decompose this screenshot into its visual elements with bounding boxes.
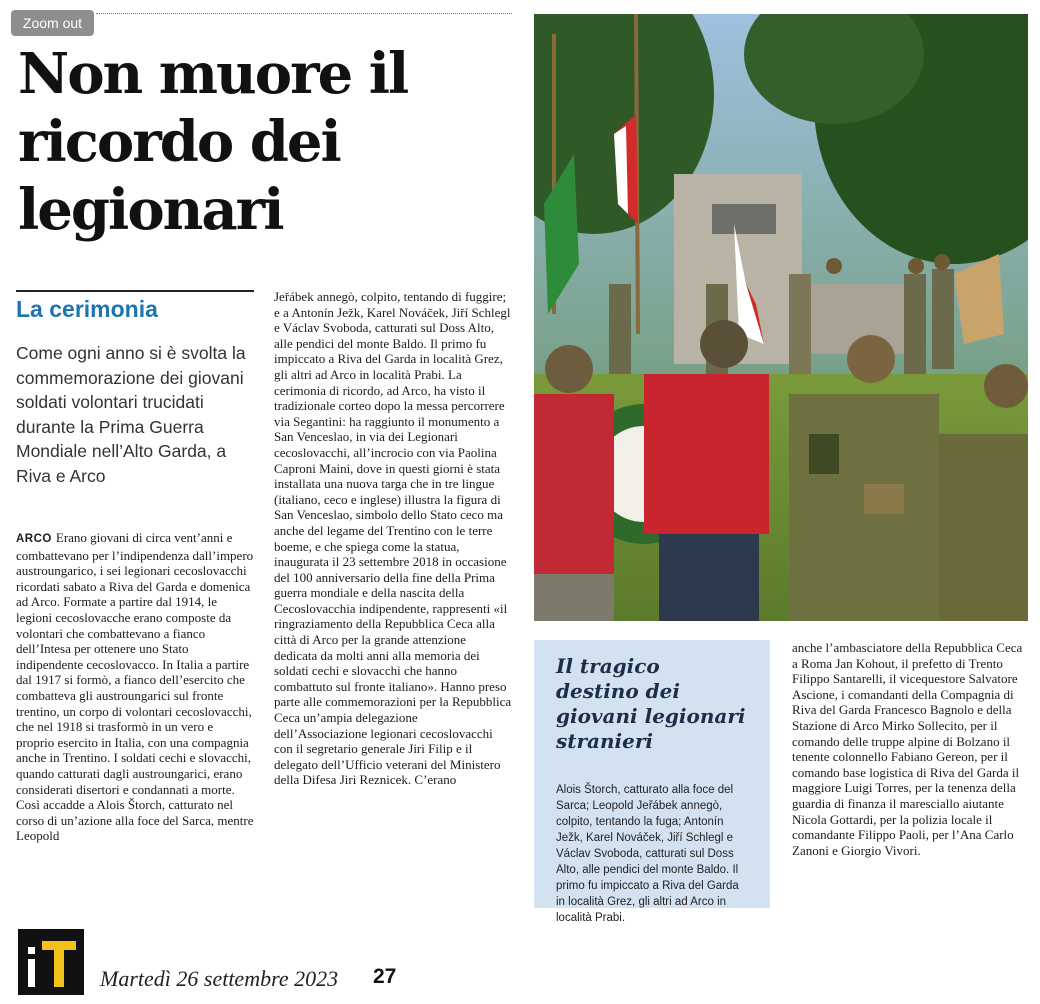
lede: Come ogni anno si è svolta la commemorazione dei giovani soldati volontari trucidati durante la Prima Guerra Mondiale nell’Alto Garda, a Riva e Arco [16, 343, 246, 486]
page-number: 27 [373, 965, 397, 988]
ceremony-photo-illustration [534, 14, 1028, 621]
article-column-1 [16, 530, 254, 920]
section-label: La cerimonia [16, 296, 158, 322]
headline: Non muore il ricordo dei legionari [18, 41, 408, 243]
logo-icon [18, 929, 84, 995]
zoom-out-button[interactable]: Zoom out [11, 10, 94, 36]
dateline: ARCO [16, 533, 52, 545]
footer-date: Martedì 26 settembre 2023 [100, 966, 339, 991]
top-dotted-rule [96, 13, 512, 14]
section-rule [16, 290, 254, 292]
newspaper-logo [18, 929, 84, 995]
article-column-1-text: Erano giovani di circa vent’anni e combattevano per l’indipendenza dall’impero austroungarico, i sei legionari cecoslovacchi ricordati sabato a Riva del Garda e domenica ad Arco. Formate a partire dal 1914, le legioni cecoslovacche erano composte da volontari che combattevano a fianco dell’Intesa per ottenere uno Stato indipendente cecoslovacco. In Italia a partire dal 1917 si formò, a fianco dell’esercito che combatteva gli austroungarici sul fronte trentino, un corpo di volontari cecoslovacchi, che nel 1918 si trasformò in un vero e proprio esercito in Italia, con una compagnia anche in Trentino. I soldati cechi e slovacchi, quando catturati dagli austroungarici, erano considerati disertori e condannati a morte. Così accadde a Alois Štorch, catturato nel corso di un’azione alla foce del Sarca, mentre Leopold [16, 530, 254, 844]
article-column-4: anche l’ambasciatore della Repubblica Ceca a Roma Jan Kohout, il prefetto di Trento Filippo Santarelli, il vicequestore Salvatore Ascione, i comandanti della Compagnia di Riva del Garda Francesco Bagnolo e della Stazione di Arco Mirko Sollecito, per il comando delle truppe alpine di Bolzano il tenente colonnello Fabiano Gereon, per il comando base logistica di Riva del Garda il maggiore Luigi Torres, per la tenenza della guardia di finanza il maresciallo aiutante Nicola Gottardi, per la polizia locale il comandante Filippo Paoli, per l’Ana Carlo Zanoni e Giorgio Vivori. [792, 640, 1023, 858]
sidebar-title: Il tragico destino dei giovani legionari stranieri [556, 654, 746, 753]
article-column-2: Jeřábek annegò, colpito, tentando di fuggire; e a Antonín Ježk, Karel Nováček, Jiří Schlegl e Václav Svoboda, catturati sul Doss Alto, alle pendici del monte Baldo. Il primo fu impiccato a Riva del Garda in località Grez, gli altri ad Arco in località Prabi. La cerimonia di ricordo, ad Arco, ha visto il tradizionale corteo dopo la messa percorrere via Segantini: ha raggiunto il monumento a San Venceslao, in via dei Legionari cecoslovacchi, all’incrocio con via Paolina Caproni Maini, dove in questi giorni è stata installata una nuova targa che in tre lingue (italiano, ceco e inglese) illustra la figura di San Venceslao, simbolo dello Stato ceco ma anche del legame del Trentino con le terre boeme, e che spiega come la statua, inaugurata il 23 settembre 2018 in occasione del 100 anniversario della fine della Prima guerra mondiale e della nascita della Cecoslovacchia indipendente, rappresenti «il ringraziamento della Repubblica Ceca alla città di Arco per la grande attenzione dedicata da molti anni alla memoria dei soldati cechi e slovacchi che hanno combattuto sul fronte italiano». Hanno preso parte alle commemorazioni per la Repubblica Ceca un’ampia delegazione dell’Associazione legionari cecoslovacchi con il segretario generale Jiri Filip e il delegato dell’Ufficio veterani del Ministero della Difesa Jiri Reznicek. C’erano [274, 289, 512, 788]
ceremony-photo [534, 14, 1028, 621]
sidebar-box [534, 640, 770, 924]
sidebar-body: Alois Štorch, catturato alla foce del Sarca; Leopold Jeřábek annegò, colpito, tentando la fuga; Antonín Ježk, Karel Nováček, Jiří Schlegl e Václav Svoboda, catturati sul Doss Alto, alle pendici del monte Baldo. Il primo fu impiccato a Riva del Garda in località Grez, gli altri ad Arco in località Prabi. [556, 784, 739, 924]
